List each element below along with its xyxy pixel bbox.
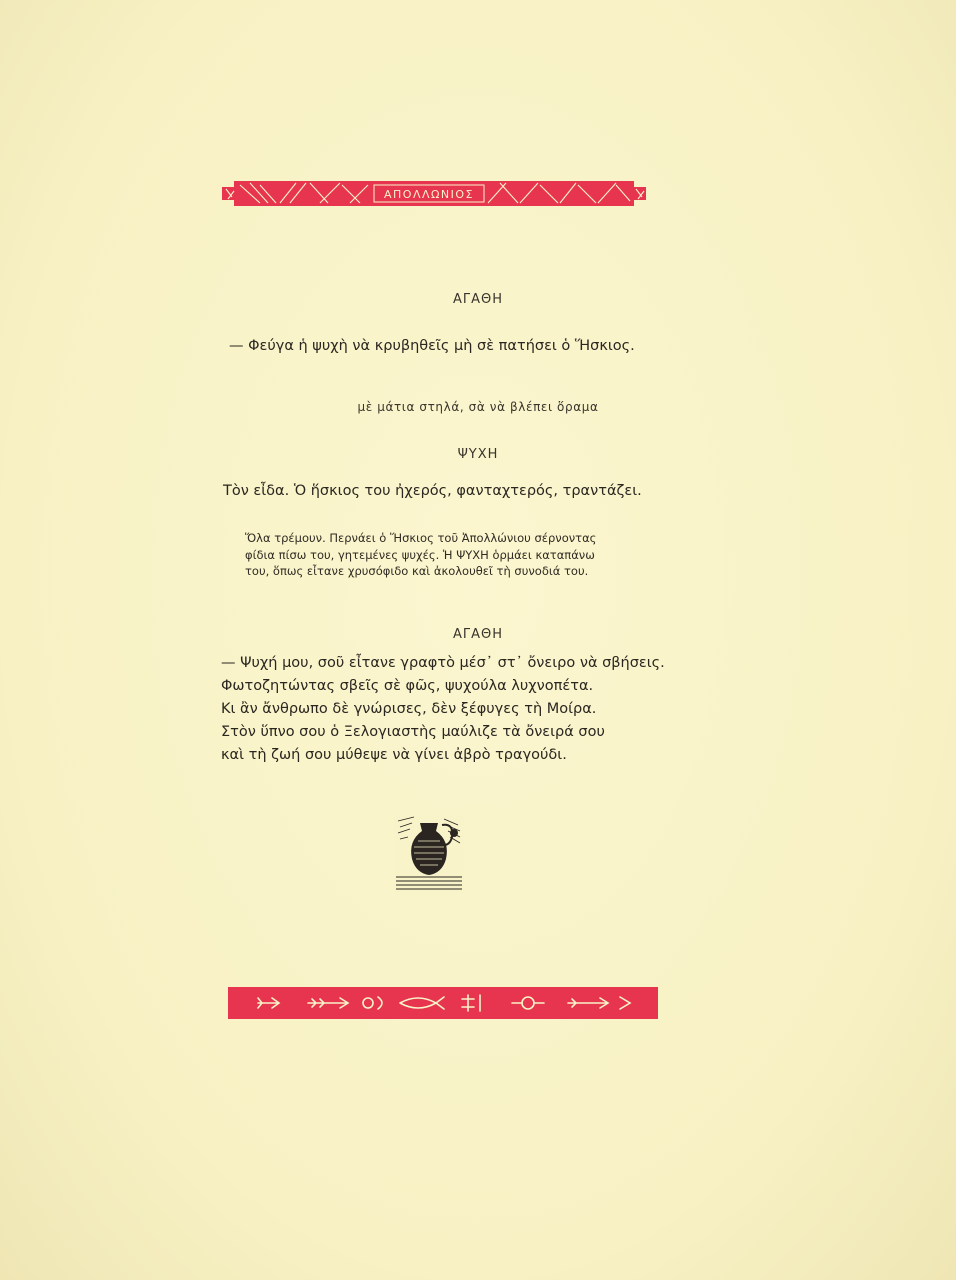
verse-line: Φωτοζητώντας σβεῖς σὲ φῶς, ψυχούλα λυχνοπέτα. — [221, 678, 594, 694]
stage-direction-line: του, ὅπως εἶτανε χρυσόφιδο καὶ ἀκολουθεῖ τὴ συνοδιά του. — [245, 564, 589, 578]
stage-direction-line: Ὅλα τρέμουν. Περνάει ὁ Ἥσκιος τοῦ Ἀπολλώνιου σέρνοντας — [245, 531, 597, 545]
stage-direction-block — [245, 530, 645, 580]
verse-line: καὶ τὴ ζωή σου μύθεψε νὰ γίνει ἀβρὸ τραγούδι. — [221, 747, 567, 763]
speaker-name: ΑΓΑΘΗ — [452, 627, 504, 642]
stage-direction-line: φίδια πίσω του, γητεμένες ψυχές. Ἡ ΨΥΧΗ ὁρμάει καταπάνω — [245, 547, 595, 562]
dialogue-line: Τὸν εἶδα. Ὁ ἥσκιος του ἠχερός, φανταχτερός, τραντάζει. — [223, 483, 642, 499]
header-ornament-banner — [220, 177, 648, 210]
amphora-woodcut-icon — [394, 815, 464, 893]
header-banner-label: ΑΠΟΛΛΩΝΙΟΣ — [384, 188, 474, 201]
stage-direction: μὲ μάτια στηλά, σὰ νὰ βλέπει ὅραμα — [357, 400, 599, 414]
speaker-name: ΨΥΧΗ — [457, 447, 499, 462]
speaker-name: ΑΓΑΘΗ — [452, 292, 504, 307]
verse-line: — Ψυχή μου, σοῦ εἶτανε γραφτὸ μέσ᾽ στ᾽ ὄνειρο νὰ σβήσεις. — [221, 655, 665, 671]
dialogue-line: — Φεύγα ἡ ψυχὴ νὰ κρυβηθεῖς μὴ σὲ πατήσει ὁ Ἥσκιος. — [229, 338, 635, 354]
verse-line: Στὸν ὕπνο σου ὁ Ξελογιαστὴς μαύλιζε τὰ ὄνειρά σου — [221, 724, 605, 740]
footer-ornament-banner — [228, 985, 658, 1021]
verse-line: Κι ἂν ἄνθρωπο δὲ γνώρισες, δὲν ξέφυγες τὴ Μοίρα. — [221, 701, 597, 717]
